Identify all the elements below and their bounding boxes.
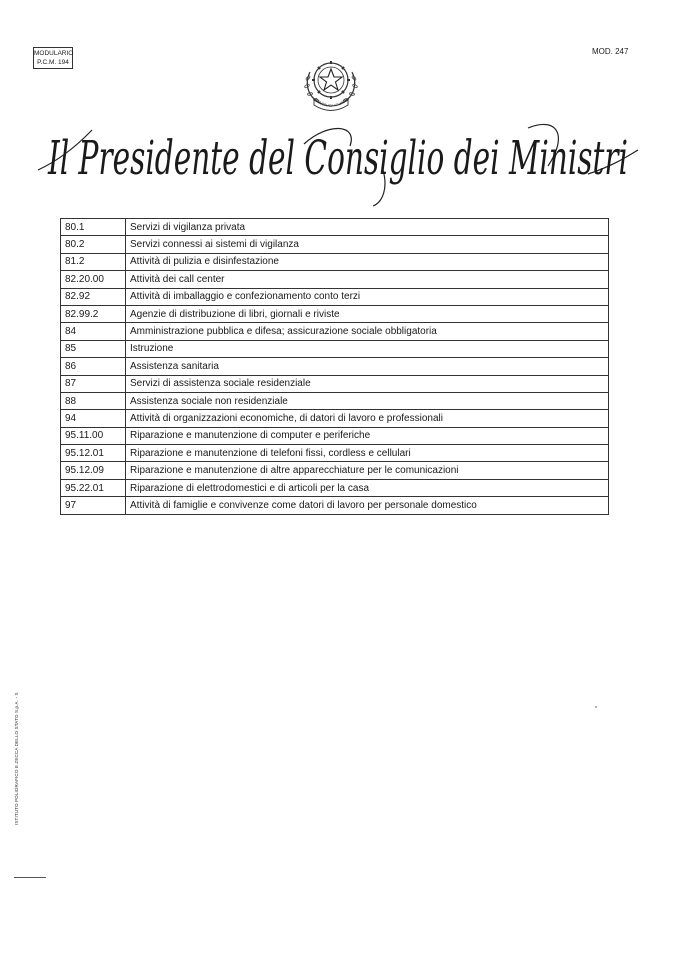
activity-code-cell: 95.11.00 xyxy=(61,427,126,444)
paper-speck xyxy=(595,706,597,708)
activity-description-cell: Assistenza sanitaria xyxy=(126,358,609,375)
activity-description-cell: Agenzie di distribuzione di libri, giornali e riviste xyxy=(126,305,609,322)
activity-description-cell: Attività di imballaggio e confezionamento conto terzi xyxy=(126,288,609,305)
activity-code-cell: 95.22.01 xyxy=(61,479,126,496)
table-row xyxy=(61,253,609,270)
table-row xyxy=(61,340,609,357)
table-row xyxy=(61,392,609,409)
model-number: MOD. 247 xyxy=(592,47,629,56)
table-row xyxy=(61,445,609,462)
activity-code-cell: 82.20.00 xyxy=(61,271,126,288)
table-row xyxy=(61,375,609,392)
table-row xyxy=(61,462,609,479)
margin-rule xyxy=(14,877,46,878)
activity-code-cell: 85 xyxy=(61,340,126,357)
activity-description-cell: Istruzione xyxy=(126,340,609,357)
activity-code-cell: 82.92 xyxy=(61,288,126,305)
table-row xyxy=(61,236,609,253)
ateco-codes-table xyxy=(60,218,609,515)
activity-code-cell: 87 xyxy=(61,375,126,392)
activity-code-cell: 81.2 xyxy=(61,253,126,270)
form-code-box xyxy=(33,47,73,69)
table-row xyxy=(61,288,609,305)
activity-description-cell: Riparazione e manutenzione di telefoni fissi, cordless e cellulari xyxy=(126,445,609,462)
activity-description-cell: Attività di famiglie e convivenze come datori di lavoro per personale domestico xyxy=(126,497,609,514)
activity-description-cell: Servizi di assistenza sociale residenziale xyxy=(126,375,609,392)
activity-description-cell: Attività dei call center xyxy=(126,271,609,288)
table-row xyxy=(61,479,609,496)
emblem-ribbon-text: REPUBBLICA ITALIANA xyxy=(313,97,349,108)
activity-code-cell: 94 xyxy=(61,410,126,427)
activity-code-cell: 97 xyxy=(61,497,126,514)
table-row xyxy=(61,305,609,322)
table-row xyxy=(61,323,609,340)
form-code-line-1: MODULARIO xyxy=(34,50,74,57)
table-row xyxy=(61,497,609,514)
table-row xyxy=(61,427,609,444)
printer-imprint: ISTITUTO POLIGRAFICO E ZECCA DELLO STATO S.p.A. - S xyxy=(14,692,19,825)
italian-republic-emblem-icon xyxy=(298,50,364,116)
activity-description-cell: Attività di pulizia e disinfestazione xyxy=(126,253,609,270)
form-code-line-2: P.C.M. 194 xyxy=(37,59,69,66)
activity-code-cell: 80.2 xyxy=(61,236,126,253)
table-row xyxy=(61,358,609,375)
activity-description-cell: Servizi di vigilanza privata xyxy=(126,219,609,236)
activity-code-cell: 84 xyxy=(61,323,126,340)
activity-description-cell: Riparazione e manutenzione di altre apparecchiature per le comunicazioni xyxy=(126,462,609,479)
page-title-text: Il Presidente del Consiglio dei Ministri xyxy=(47,131,629,186)
activity-code-cell: 88 xyxy=(61,392,126,409)
activity-code-cell: 86 xyxy=(61,358,126,375)
page-title xyxy=(28,116,648,216)
table-row xyxy=(61,410,609,427)
activity-code-cell: 95.12.09 xyxy=(61,462,126,479)
activity-code-cell: 95.12.01 xyxy=(61,445,126,462)
activity-description-cell: Riparazione di elettrodomestici e di articoli per la casa xyxy=(126,479,609,496)
activity-description-cell: Servizi connessi ai sistemi di vigilanza xyxy=(126,236,609,253)
activity-description-cell: Riparazione e manutenzione di computer e periferiche xyxy=(126,427,609,444)
activity-code-cell: 82.99.2 xyxy=(61,305,126,322)
activity-description-cell: Assistenza sociale non residenziale xyxy=(126,392,609,409)
activity-description-cell: Attività di organizzazioni economiche, di datori di lavoro e professionali xyxy=(126,410,609,427)
table-row xyxy=(61,219,609,236)
table-row xyxy=(61,271,609,288)
activity-description-cell: Amministrazione pubblica e difesa; assicurazione sociale obbligatoria xyxy=(126,323,609,340)
activity-code-cell: 80.1 xyxy=(61,219,126,236)
